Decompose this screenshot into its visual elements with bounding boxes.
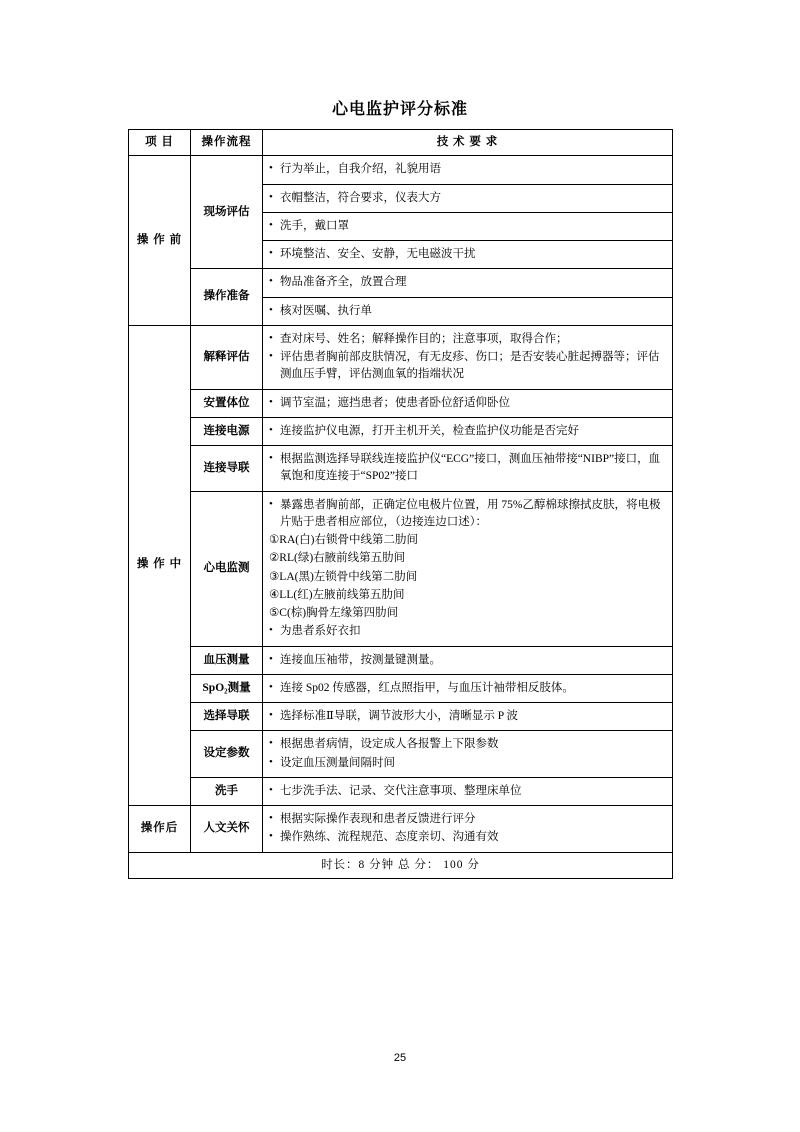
requirement-item: • 操作熟练、流程规范、态度亲切、沟通有效 [269,829,666,846]
step-name-select-lead: 选择导联 [191,703,263,731]
table-row [129,674,673,702]
scoring-criteria-table [128,129,673,879]
requirement-item: • 查对床号、姓名；解释操作目的；注意事项，取得合作； [269,331,666,348]
requirement-item: • 选择标准Ⅱ导联，调节波形大小，清晰显示 P 波 [269,708,666,725]
header-procedure: 操作流程 [191,130,263,156]
stage-during [129,325,191,805]
requirement-cell [263,674,673,702]
requirement-cell [263,241,673,269]
table-row [129,777,673,805]
step-name-position: 安置体位 [191,389,263,417]
requirement-item: • 为患者系好衣扣 [269,623,666,640]
page-title: 心电监护评分标准 [331,101,468,118]
requirement-item: • 行为举止，自我介绍，礼貌用语 [269,161,666,178]
requirement-item: • 环境整洁、安全、安静，无电磁波干扰 [269,246,666,263]
requirement-cell [263,446,673,492]
requirement-subitem: ③LA(黑)左锁骨中线第二肋间 [269,570,418,583]
step-name-wash-hands: 洗手 [191,777,263,805]
step-name-preparation: 操作准备 [191,269,263,326]
requirement-item: • 衣帽整洁，符合要求，仪表大方 [269,190,666,207]
table-row [129,446,673,492]
table-row [129,731,673,778]
table-row [129,417,673,445]
requirement-cell [263,806,673,853]
requirement-subitem: ②RL(绿)右腋前线第五肋间 [269,552,406,565]
requirement-cell [263,389,673,417]
requirement-cell [263,269,673,297]
stage-during-label: 操 作 中 [136,558,183,571]
requirement-cell [263,703,673,731]
requirement-cell [263,325,673,389]
requirement-cell [263,156,673,184]
header-project: 项 目 [129,130,191,156]
duration-and-score: 时长：8 分钟 总 分： 100 分 [129,852,673,878]
table-row [129,491,673,646]
step-name-blood-pressure: 血压测量 [191,646,263,674]
requirement-item: • 根据患者病情，设定成人各报警上下限参数 [269,736,666,753]
step-name-ecg-monitoring: 心电监测 [191,491,263,646]
requirement-cell [263,646,673,674]
requirement-cell [263,184,673,212]
requirement-cell [263,417,673,445]
table-row [129,806,673,853]
requirement-cell [263,731,673,778]
requirement-item: • 核对医嘱、执行单 [269,303,666,320]
table-row [129,389,673,417]
requirement-item: • 连接 Sp02 传感器，红点照指甲，与血压计袖带相反肢体。 [269,680,666,697]
requirement-subitem: ①RA(白)右锁骨中线第二肋间 [269,534,418,546]
requirement-item: • 根据监测选择导联线连接监护仪“ECG”接口，测血压袖带接“NIBP”接口，血氧饱和度连接于“SP02”接口 [269,451,666,486]
requirement-item: • 连接监护仪电源，打开主机开关，检查监护仪功能是否完好 [269,423,666,440]
stage-before-label: 操 作 前 [136,233,183,246]
table-row [129,703,673,731]
requirement-subitem: ④LL(红)左腋前线第五肋间 [269,588,405,601]
requirement-item: • 物品准备齐全，放置合理 [269,274,666,291]
header-requirements: 技 术 要 求 [263,130,673,156]
step-name-leads: 连接导联 [191,446,263,492]
requirement-item: • 调节室温；遮挡患者；使患者卧位舒适仰卧位 [269,395,666,412]
requirement-item: • 暴露患者胸前部，正确定位电极片位置，用 75%乙醇棉球擦拭皮肤，将电极片贴于患者相应部位，（边接连边口述）： [269,497,666,532]
stage-before [129,156,191,326]
requirement-item: • 根据实际操作表现和患者反馈进行评分 [269,811,666,828]
step-name-set-parameters: 设定参数 [191,731,263,778]
stage-after [129,806,191,853]
table-row [129,646,673,674]
step-name-spo2: SpO₂测量 [191,674,263,702]
step-name-humanistic-care: 人文关怀 [191,806,263,853]
page-number: 25 [393,1052,407,1064]
requirement-item: • 洗手，戴口罩 [269,218,666,235]
table-footer-row [129,852,673,878]
step-name-explain-assess: 解释评估 [191,325,263,389]
requirement-cell [263,491,673,646]
requirement-item: • 设定血压测量间隔时间 [269,755,666,772]
stage-after-label: 操作后 [140,821,179,834]
table-row [129,325,673,389]
requirement-item: • 七步洗手法、记录、交代注意事项、整理床单位 [269,783,666,800]
requirement-item: • 连接血压袖带，按测量键测量。 [269,652,666,669]
requirement-subitem: ⑤C(棕)胸骨左缘第四肋间 [269,607,399,619]
table-row [129,156,673,184]
step-name-power: 连接电源 [191,417,263,445]
table-header-row [129,130,673,156]
requirement-cell [263,297,673,325]
table-row [129,269,673,297]
requirement-cell [263,777,673,805]
step-name-scene-assessment: 现场评估 [191,156,263,269]
requirement-cell [263,212,673,240]
requirement-item: • 评估患者胸前部皮肤情况，有无皮疹、伤口；是否安装心脏起搏器等；评估测血压手臂，评估测血氧的指端状况 [269,349,666,384]
